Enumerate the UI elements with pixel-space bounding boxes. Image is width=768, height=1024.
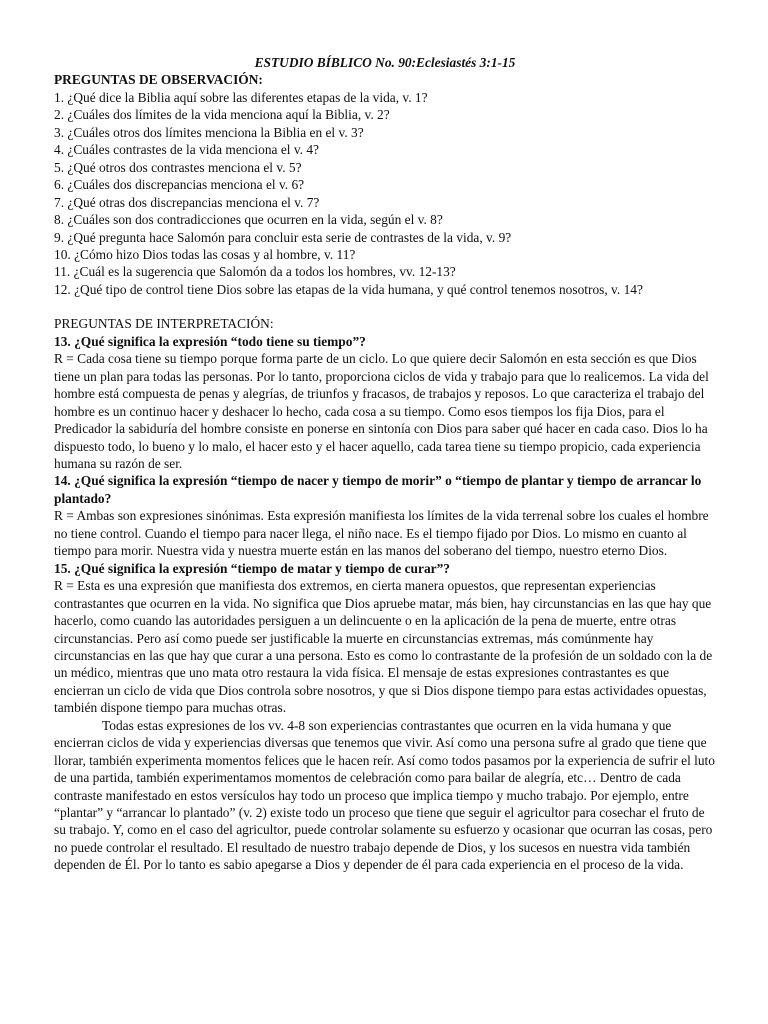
observation-question: 12. ¿Qué tipo de control tiene Dios sobre las etapas de la vida humana, y qué control tenemos nosotros, v. 14? — [54, 281, 643, 297]
observation-question: 5. ¿Qué otros dos contrastes menciona el v. 5? — [54, 159, 302, 175]
interpretation-question-14: 14. ¿Qué significa la expresión “tiempo de nacer y tiempo de morir” o “tiempo de plantar y tiempo de arrancar lo plantado? — [54, 473, 702, 506]
observation-question: 1. ¿Qué dice la Biblia aquí sobre las diferentes etapas de la vida, v. 1? — [54, 89, 428, 105]
interpretation-answer-13: R = Cada cosa tiene su tiempo porque forma parte de un ciclo. Lo que quiere decir Salomón en esta sección es que Dios tiene un plan para todas las personas. Por lo tanto, proporciona ciclos de vida y trabajo para que lo realicemos. La vida del hombre está compuesta de penas y alegrías, de triunfos y fracasos, de trabajos y reposos. Lo que caracteriza el trabajo del hombre es un continuo hacer y deshacer lo hecho, cada cosa a su tiempo. Como esos tiempos los fija Dios, para el Predicador la sabiduría del hombre consiste en ponerse en sintonía con Dios para saber qué hacer en cada caso. Dios lo ha dispuesto todo, lo bueno y lo malo, el hacer esto y el hacer aquello, cada tarea tiene su tiempo propicio, cada experiencia humana su razón de ser. — [54, 351, 709, 471]
observation-heading: PREGUNTAS DE OBSERVACIÓN: — [54, 72, 263, 88]
section-spacer — [54, 298, 716, 315]
observation-question-list — [54, 89, 716, 298]
observation-question: 10. ¿Cómo hizo Dios todas las cosas y al hombre, v. 11? — [54, 246, 356, 262]
interpretation-answer-15: R = Esta es una expresión que manifiesta dos extremos, en cierta manera opuestos, que representan experiencias contrastantes que ocurren en la vida. No significa que Dios apruebe matar, más bien, hay circunstancias en las que hay que hacerlo, como cuando las autoridades persiguen a un delincuente o en la aplicación de la pena de muerte, entre otras circunstancias. Pero así como puede ser justificable la muerte en circunstancias extremas, más comúnmente hay circunstancias en las que hay que curar a una persona. Esto es como lo contrastante de la profesión de un soldado con la de un médico, mientras que uno mata otro restaura la vida física. El mensaje de estas expresiones contrastantes es que encierran un ciclo de vida que Dios controla sobre nosotros, y que si Dios dispone tiempo para estas actividades opuestas, también dispone tiempo para muchas otras. — [54, 578, 713, 716]
interpretation-question-13: 13. ¿Qué significa la expresión “todo tiene su tiempo”? — [54, 333, 366, 349]
observation-question: 7. ¿Qué otras dos discrepancias menciona el v. 7? — [54, 194, 320, 210]
closing-paragraph: Todas estas expresiones de los vv. 4-8 son experiencias contrastantes que ocurren en la vida humana y que encierran ciclos de vida y experiencias diversas que tenemos que vivir. Así como una persona sufre al grado que tiene que llorar, también experimenta momentos felices que le hacen reír. Así como todos pasamos por la experiencia de sufrir el luto de una partida, también experimentamos momentos de celebración como para bailar de alegría, etc… Dentro de cada contraste manifestado en estos versículos hay todo un proceso que implica tiempo y mucho trabajo. Por ejemplo, entre “plantar” y “arrancar lo plantado” (v. 2) existe todo un proceso que tiene que seguir el agricultor para cosechar el fruto de su trabajo. Y, como en el caso del agricultor, puede controlar solamente su esfuerzo y ocasionar que ocurran las cosas, pero no puede controlar el resultado. El resultado de nuestro trabajo depende de Dios, y los sucesos en nuestra vida también dependen de Él. Por lo tanto es sabio apegarse a Dios y depender de él para cada experiencia en el proceso de la vida. — [54, 717, 715, 873]
observation-question: 6. ¿Cuáles dos discrepancias menciona el v. 6? — [54, 177, 305, 193]
interpretation-answer-14: R = Ambas son expresiones sinónimas. Esta expresión manifiesta los límites de la vida terrenal sobre los cuales el hombre no tiene control. Cuando el tiempo para nacer llega, el niño nace. Es el tiempo fijado por Dios. Lo mismo en cuanto al tiempo para morir. Nuestra vida y nuestra muerte están en las manos del soberano del tiempo, nuestro eterno Dios. — [54, 508, 709, 559]
observation-question: 2. ¿Cuáles dos límites de la vida menciona aquí la Biblia, v. 2? — [54, 107, 390, 123]
interpretation-question-15: 15. ¿Qué significa la expresión “tiempo de matar y tiempo de curar”? — [54, 560, 450, 576]
document-page — [54, 54, 716, 874]
document-title: ESTUDIO BÍBLICO No. 90:Eclesiastés 3:1-15 — [254, 55, 516, 70]
observation-question: 9. ¿Qué pregunta hace Salomón para concluir esta serie de contrastes de la vida, v. 9? — [54, 229, 512, 245]
observation-question: 4. ¿Cuáles contrastes de la vida menciona el v. 4? — [54, 142, 319, 158]
observation-question: 11. ¿Cuál es la sugerencia que Salomón da a todos los hombres, vv. 12-13? — [54, 264, 456, 280]
observation-question: 8. ¿Cuáles son dos contradicciones que ocurren en la vida, según el v. 8? — [54, 212, 443, 228]
interpretation-heading: PREGUNTAS DE INTERPRETACIÓN: — [54, 316, 274, 332]
observation-question: 3. ¿Cuáles otros dos límites menciona la Biblia en el v. 3? — [54, 124, 364, 140]
